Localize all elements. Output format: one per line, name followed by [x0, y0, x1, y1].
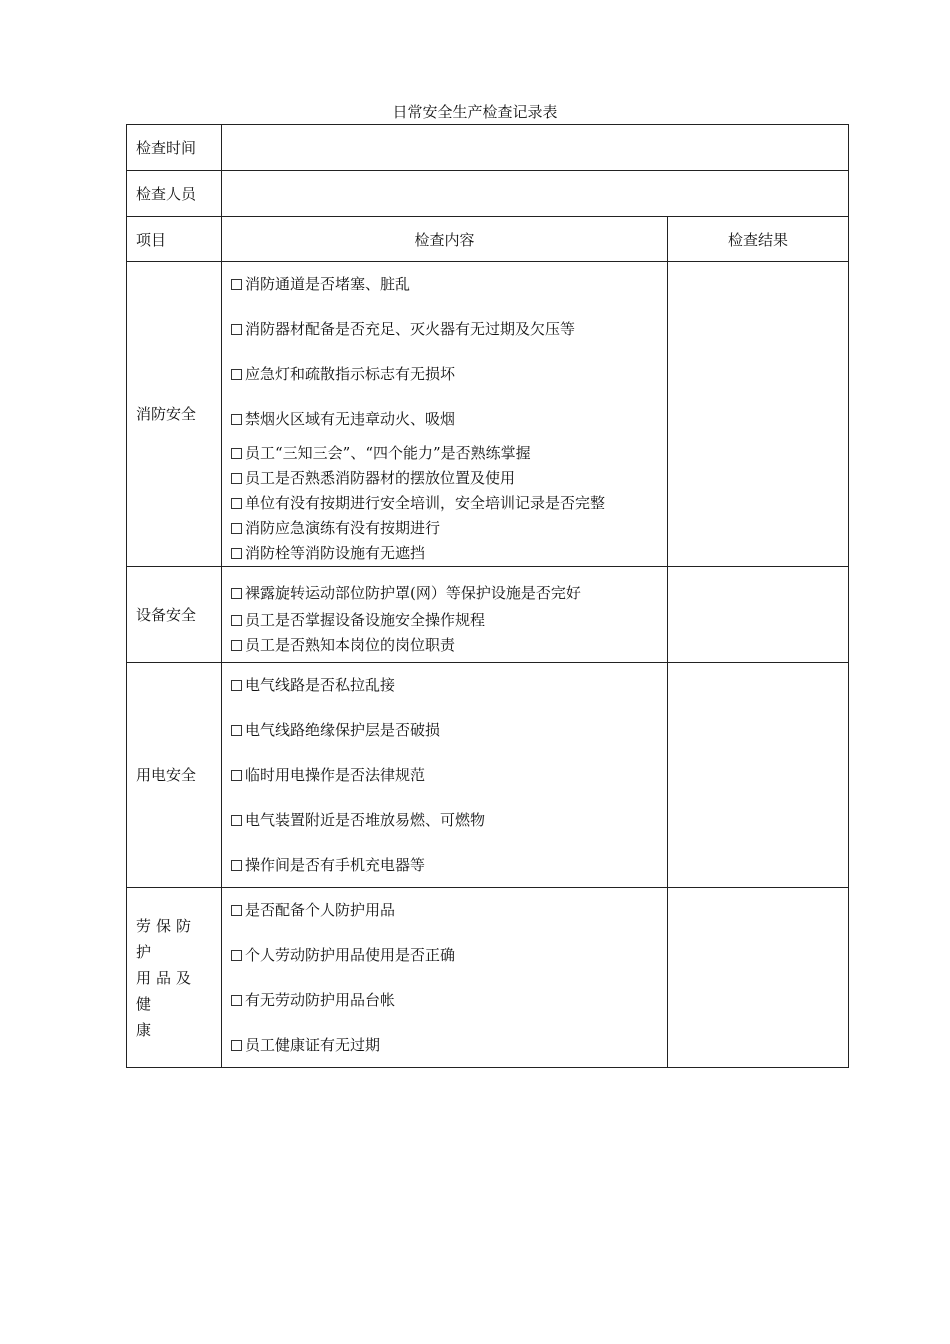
checkbox[interactable]: [231, 448, 242, 459]
checklist-item[interactable]: 员工是否熟知本岗位的岗位职责: [231, 633, 667, 658]
result-cell[interactable]: [668, 567, 849, 663]
result-cell[interactable]: [668, 262, 849, 567]
checklist-item[interactable]: 电气装置附近是否堆放易燃、可燃物: [231, 798, 667, 843]
inspection-time-row: [127, 125, 849, 171]
checkbox[interactable]: [231, 905, 242, 916]
category-label: 劳保防护 用品及健 康: [127, 888, 222, 1068]
inspection-time-label: 检查时间: [127, 125, 222, 171]
inspection-record-table: [126, 124, 849, 1068]
checklist-cell: [222, 663, 668, 888]
category-label: 用电安全: [127, 663, 222, 888]
checklist-cell: [222, 262, 668, 567]
checkbox[interactable]: [231, 640, 242, 651]
section-ppe-health: [127, 888, 849, 1068]
checkbox[interactable]: [231, 369, 242, 380]
column-header-row: [127, 217, 849, 262]
section-electrical-safety: [127, 663, 849, 888]
document-title: 日常安全生产检查记录表: [392, 103, 558, 121]
checkbox[interactable]: [231, 950, 242, 961]
checklist-item[interactable]: 临时用电操作是否法律规范: [231, 753, 667, 798]
checklist-item[interactable]: 消防通道是否堵塞、脏乱: [231, 262, 667, 307]
category-label: 设备安全: [127, 567, 222, 663]
checklist-item[interactable]: 操作间是否有手机充电器等: [231, 843, 667, 887]
checkbox[interactable]: [231, 548, 242, 559]
checklist-cell: [222, 888, 668, 1068]
checklist-item[interactable]: 员工是否掌握设备设施安全操作规程: [231, 608, 667, 633]
checklist-item[interactable]: 消防应急演练有没有按期进行: [231, 516, 667, 541]
inspection-time-field[interactable]: [222, 125, 849, 171]
checklist-item[interactable]: 应急灯和疏散指示标志有无损坏: [231, 352, 667, 397]
section-fire-safety: [127, 262, 849, 567]
inspector-label: 检查人员: [127, 171, 222, 217]
checklist-item[interactable]: 消防栓等消防设施有无遮挡: [231, 541, 667, 566]
checklist-item[interactable]: 员工是否熟悉消防器材的摆放位置及使用: [231, 466, 667, 491]
header-content: 检查内容: [222, 217, 668, 262]
checkbox[interactable]: [231, 770, 242, 781]
checklist-item[interactable]: 员工健康证有无过期: [231, 1023, 667, 1067]
checkbox[interactable]: [231, 414, 242, 425]
checklist-item[interactable]: 有无劳动防护用品台帐: [231, 978, 667, 1023]
checklist-item[interactable]: 单位有没有按期进行安全培训，安全培训记录是否完整: [231, 491, 667, 516]
result-cell[interactable]: [668, 888, 849, 1068]
checkbox[interactable]: [231, 324, 242, 335]
section-equipment-safety: [127, 567, 849, 663]
inspector-field[interactable]: [222, 171, 849, 217]
checkbox[interactable]: [231, 588, 242, 599]
checklist-item[interactable]: 个人劳动防护用品使用是否正确: [231, 933, 667, 978]
checklist-cell: [222, 567, 668, 663]
checkbox[interactable]: [231, 725, 242, 736]
checklist-item[interactable]: 是否配备个人防护用品: [231, 888, 667, 933]
checklist-item[interactable]: 消防器材配备是否充足、灭火器有无过期及欠压等: [231, 307, 667, 352]
checkbox[interactable]: [231, 279, 242, 290]
checklist-item[interactable]: 禁烟火区域有无违章动火、吸烟: [231, 397, 667, 441]
checklist-item[interactable]: 电气线路绝缘保护层是否破损: [231, 708, 667, 753]
inspector-row: [127, 171, 849, 217]
header-item: 项目: [127, 217, 222, 262]
checkbox[interactable]: [231, 860, 242, 871]
checkbox[interactable]: [231, 995, 242, 1006]
checkbox[interactable]: [231, 615, 242, 626]
checkbox[interactable]: [231, 1040, 242, 1051]
checkbox[interactable]: [231, 815, 242, 826]
checklist-item[interactable]: 电气线路是否私拉乱接: [231, 663, 667, 708]
checklist-item[interactable]: 裸露旋转运动部位防护罩(网）等保护设施是否完好: [231, 579, 667, 608]
checklist-item[interactable]: 员工“三知三会”、“四个能力”是否熟练掌握: [231, 441, 667, 466]
checkbox[interactable]: [231, 498, 242, 509]
category-label: 消防安全: [127, 262, 222, 567]
result-cell[interactable]: [668, 663, 849, 888]
checkbox[interactable]: [231, 523, 242, 534]
header-result: 检查结果: [668, 217, 849, 262]
checkbox[interactable]: [231, 473, 242, 484]
checkbox[interactable]: [231, 680, 242, 691]
